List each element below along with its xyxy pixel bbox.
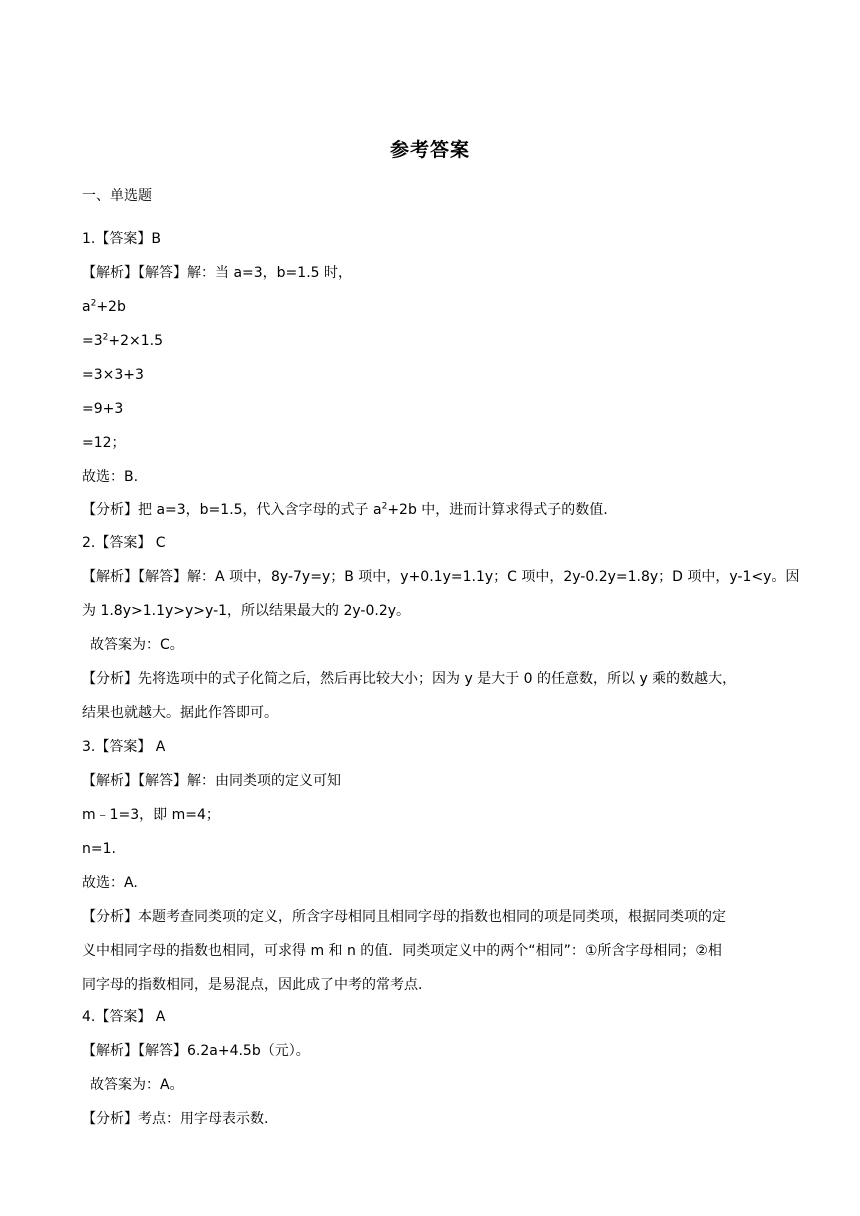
q1-step-5: =12； [82, 435, 126, 451]
q3-choice: 故选：A. [82, 875, 138, 891]
q1-answer: 1.【答案】B [82, 231, 161, 247]
q3-explanation-line-1: 【分析】本题考查同类项的定义，所含字母相同且相同字母的指数也相同的项是同类项，根据同类项的定 [82, 909, 726, 925]
section-heading: 一、单选题 [82, 188, 152, 204]
q4-analysis: 【解析】【解答】6.2a+4.5b（元）。 [82, 1043, 310, 1059]
q4-result: 故答案为：A。 [90, 1077, 184, 1093]
q2-analysis-line-1: 【解析】【解答】解：A 项中，8y-7y=y；B 项中，y+0.1y=1.1y；C 项中，2y-0.2y=1.8y；D 项中，y-1<y。因 [82, 569, 800, 585]
q3-step-2: n=1. [82, 841, 116, 857]
q4-explanation: 【分析】考点：用字母表示数. [82, 1111, 269, 1127]
q2-analysis-line-2: 为 1.8y>1.1y>y>y-1，所以结果最大的 2y-0.2y。 [82, 603, 411, 619]
page-title: 参考答案 [389, 139, 470, 161]
q3-step-1: m﹣1=3，即 m=4； [82, 807, 220, 823]
q2-answer: 2.【答案】 C [82, 535, 166, 551]
q3-explanation-line-2: 义中相同字母的指数也相同，可求得 m 和 n 的值．同类项定义中的两个“相同”：①所含字母相同；②相 [82, 943, 722, 959]
q2-explanation-line-1: 【分析】先将选项中的式子化简之后，然后再比较大小；因为 y 是大于 0 的任意数，所以 y 乘的数越大， [82, 671, 737, 687]
q2-result: 故答案为：C。 [90, 637, 184, 653]
q1-step-4: =9+3 [82, 401, 124, 417]
q1-step-3: =3×3+3 [82, 367, 144, 383]
q3-answer: 3.【答案】 A [82, 739, 166, 755]
q1-step-1: $a^2+2b$ [82, 298, 126, 315]
q1-analysis: 【解析】【解答】解：当 a=3，b=1.5 时， [82, 265, 352, 281]
q3-analysis: 【解析】【解答】解：由同类项的定义可知 [82, 773, 341, 789]
q1-choice: 故选：B. [82, 469, 139, 485]
q1-explanation: 【分析】把 a=3，b=1.5，代入含字母的式子 $a^2+2b$ 中，进而计算求得式子的数值. [82, 501, 608, 518]
q4-answer: 4.【答案】 A [82, 1009, 166, 1025]
q1-step-2: $=3^2+2\times 1.5$ [82, 332, 164, 349]
q2-explanation-line-2: 结果也就越大。据此作答即可。 [82, 705, 278, 721]
q3-explanation-line-3: 同字母的指数相同，是易混点，因此成了中考的常考点. [82, 977, 423, 993]
